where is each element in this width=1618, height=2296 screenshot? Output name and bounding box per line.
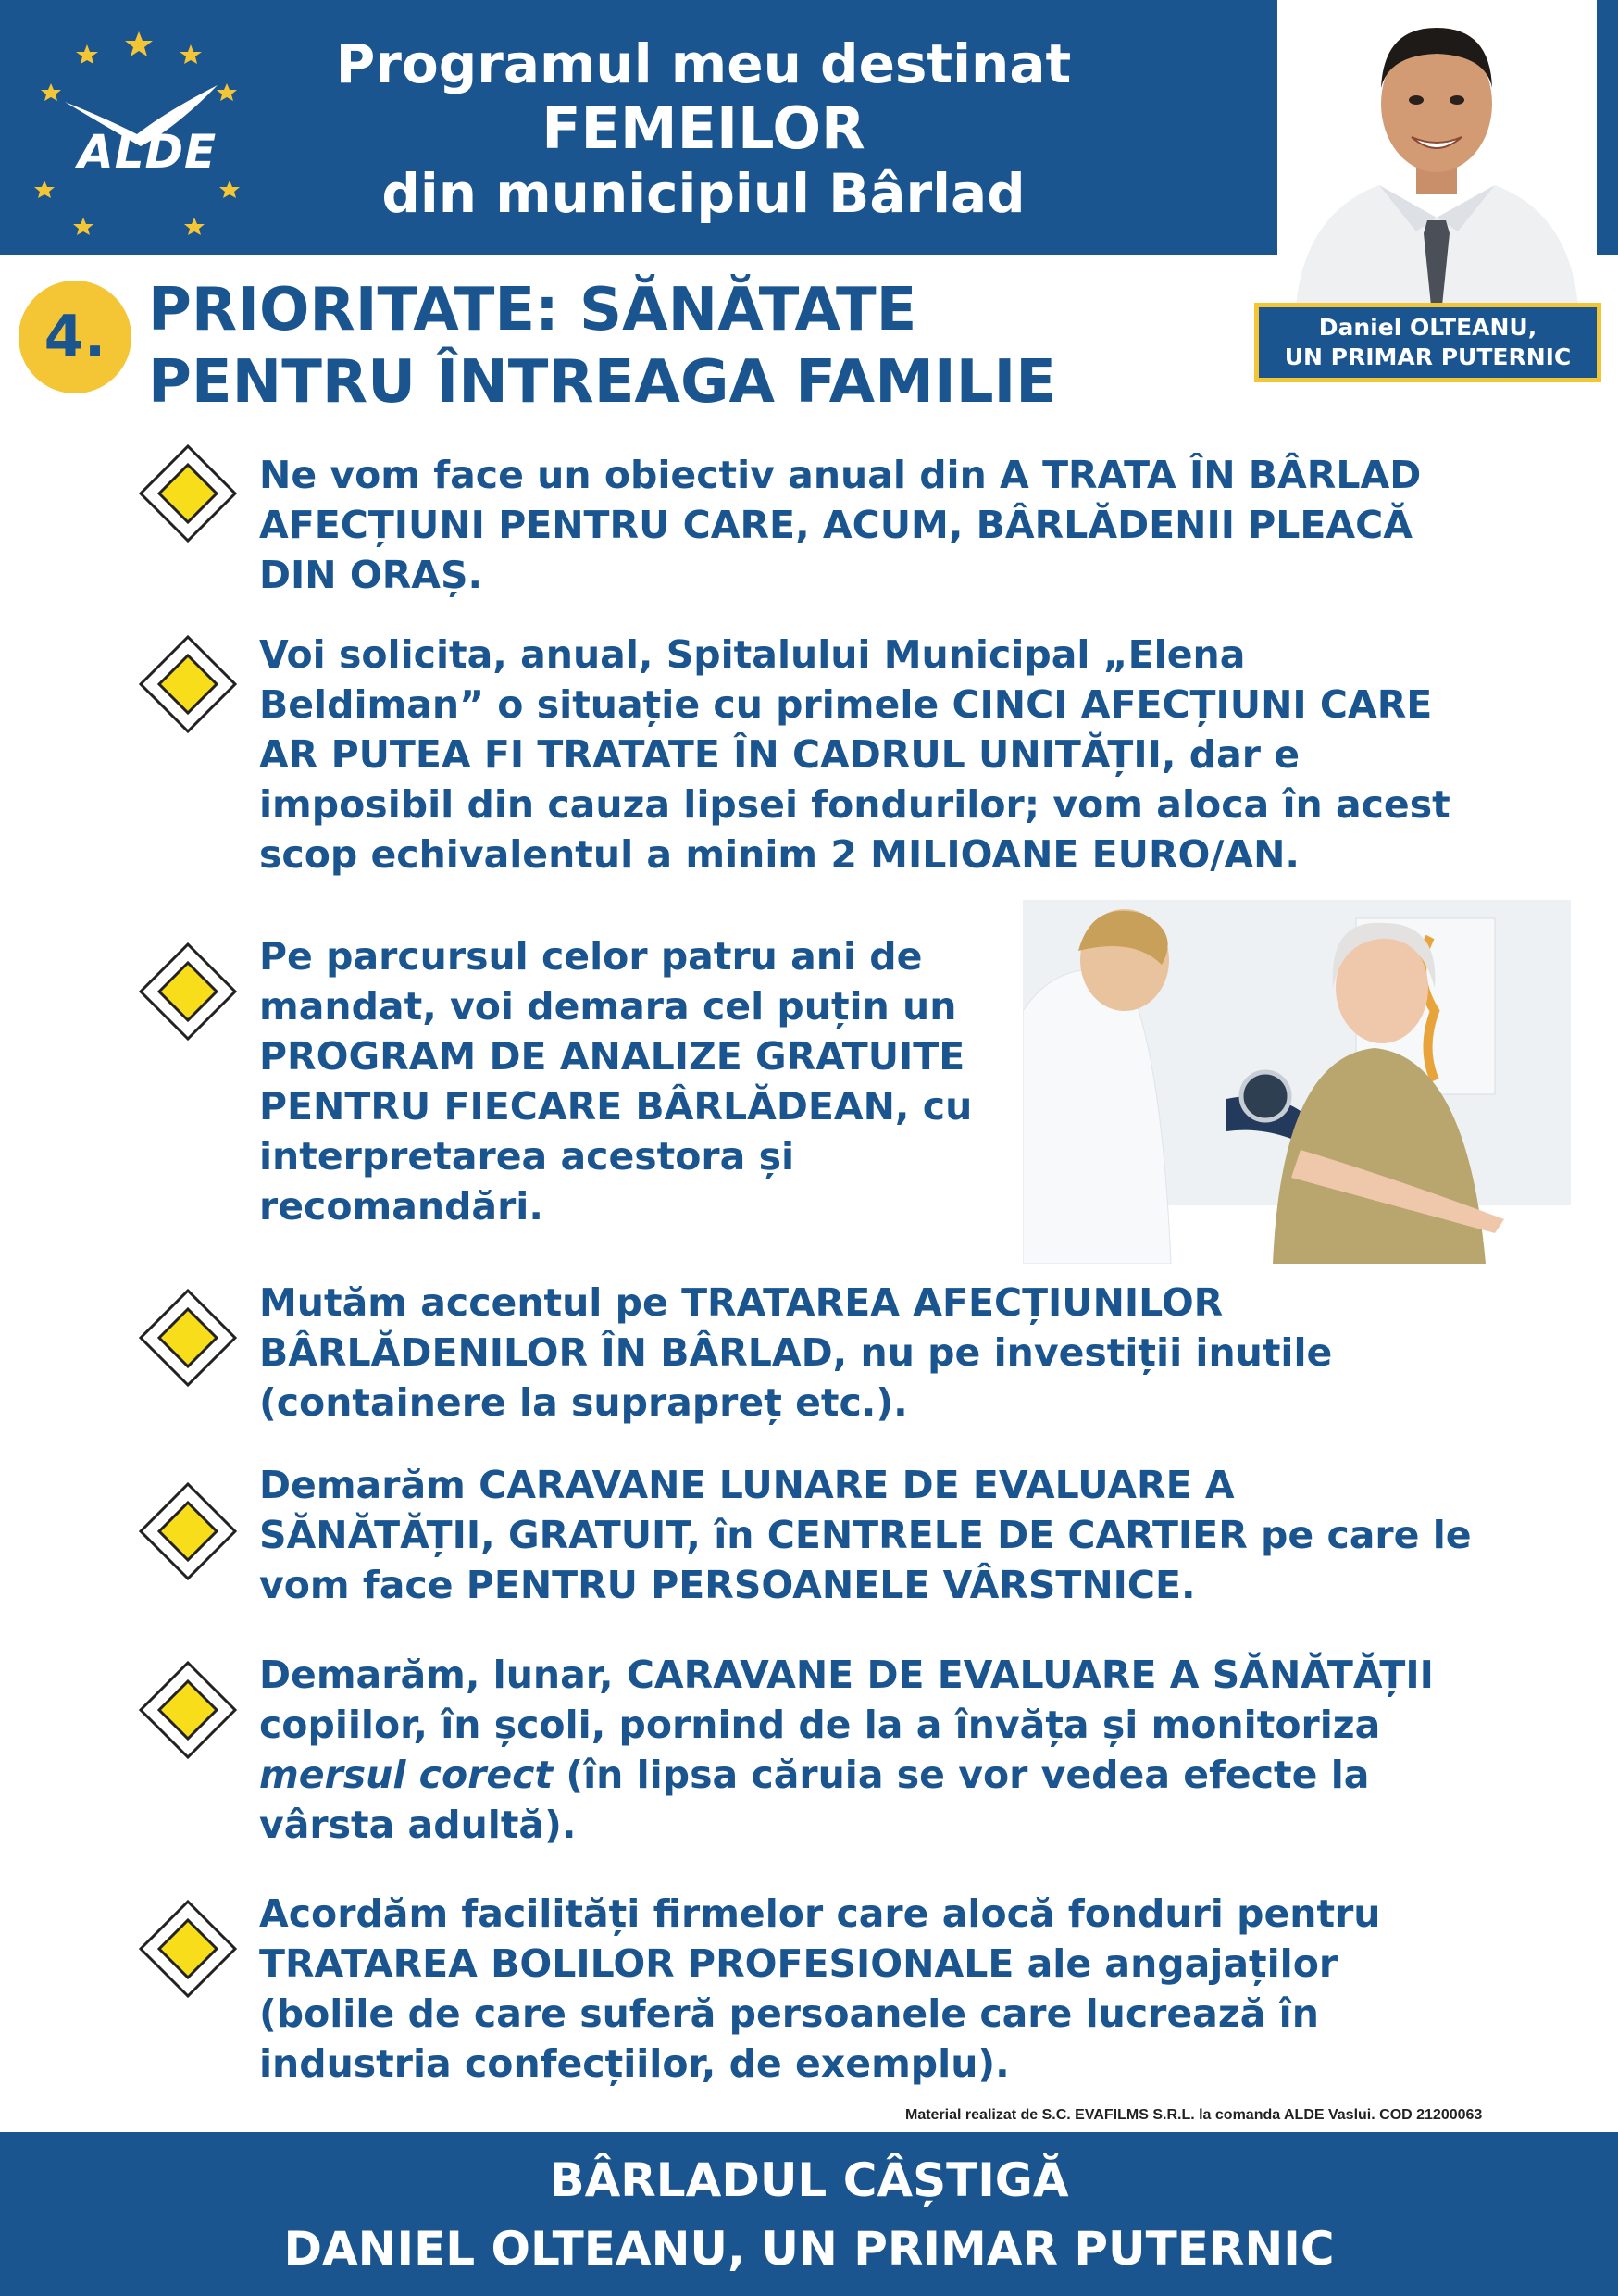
- list-item-text: Voi solicita, anual, Spitalului Municipal „Elena Beldiman” o situație cu primele CINCI AFECȚIUNI CARE AR PUTEA FI TRATATE ÎN CADRUL UNITĂȚII, dar e imposibil din cauza lipsei fondurilor; vom aloca în acest scop echivalentul a minim 2 MILIOANE EURO/AN.: [259, 632, 1450, 877]
- candidate-name-badge: [1254, 303, 1601, 382]
- logo-text: ALDE: [78, 125, 218, 179]
- list-item-text: Demarăm CARAVANE LUNARE DE EVALUARE A SĂNĂTĂȚII, GRATUIT, în CENTRELE DE CARTIER pe care le vom face PENTRU PERSOANELE VÂRSTNICE.: [259, 1463, 1472, 1607]
- title-line-3: din municipiul Bârlad: [381, 162, 1026, 225]
- candidate-portrait: [1277, 0, 1597, 306]
- list-item-text: Acordăm facilități firmelor care alocă fonduri pentru TRATAREA BOLILOR PROFESIONALE ale angajaților (bolile de care suferă persoanele care lucrează în industria confecțiilor, de exemplu).: [259, 1891, 1381, 2086]
- print-credit: Material realizat de S.C. EVAFILMS S.R.L. la comanda ALDE Vaslui. COD 21200063: [905, 2107, 1483, 2123]
- candidate-name-line-2: UN PRIMAR PUTERNIC: [1284, 343, 1572, 370]
- footer-banner: [0, 2132, 1618, 2296]
- title-line-2: FEMEILOR: [541, 94, 865, 162]
- footer-slogan-line-1: BÂRLADUL CÂȘTIGĂ: [549, 2153, 1069, 2207]
- priority-title-line-1: PRIORITATE: SĂNĂTATE: [148, 276, 917, 344]
- priority-title: [148, 274, 1056, 418]
- priority-road-sign-icon: [139, 1900, 237, 1998]
- priority-road-sign-icon: [139, 942, 237, 1041]
- footer-slogan-line-2: DANIEL OLTEANU, UN PRIMAR PUTERNIC: [283, 2222, 1335, 2276]
- list-item-text: Pe parcursul celor patru ani de mandat, voi demara cel puțin un PROGRAM DE ANALIZE GRATUITE PENTRU FIECARE BÂRLĂDEAN, cu interpretarea acestora și recomandări.: [259, 934, 973, 1229]
- doctor-patient-photo: [1023, 900, 1571, 1264]
- priority-title-line-2: PENTRU ÎNTREAGA FAMILIE: [148, 348, 1056, 417]
- candidate-name-line-1: Daniel OLTEANU,: [1318, 314, 1537, 341]
- page-title: [241, 31, 1166, 226]
- priority-number-badge: 4.: [19, 281, 131, 393]
- priority-road-sign-icon: [139, 1289, 237, 1387]
- list-item-text: Demarăm, lunar, CARAVANE DE EVALUARE A SĂNĂTĂȚII copiilor, în școli, pornind de la a învăța și monitoriza mersul corect (în lipsa căruia se vor vedea efecte la vârsta adultă).: [259, 1653, 1434, 1847]
- priority-road-sign-icon: [139, 444, 237, 543]
- priority-road-sign-icon: [139, 1482, 237, 1580]
- title-line-1: Programul meu destinat: [335, 32, 1072, 95]
- italic-emphasis: mersul corect: [259, 1753, 554, 1797]
- list-item-text: Ne vom face un obiectiv anual din A TRATA ÎN BÂRLAD AFECȚIUNI PENTRU CARE, ACUM, BÂRLĂDENII PLEACĂ DIN ORAȘ.: [259, 453, 1422, 597]
- priority-road-sign-icon: [139, 635, 237, 733]
- list-item-text: Mutăm accentul pe TRATAREA AFECȚIUNILOR BÂRLĂDENILOR ÎN BÂRLAD, nu pe investiții inutile (containere la suprapreț etc.).: [259, 1280, 1333, 1425]
- priority-road-sign-icon: [139, 1661, 237, 1759]
